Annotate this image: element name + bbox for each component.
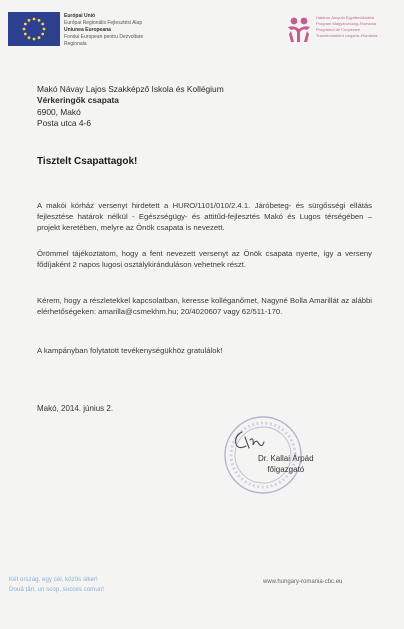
eu-line-2: Európai Regionális Fejlesztési Alap (64, 20, 143, 26)
eu-flag-logo (8, 12, 60, 46)
eu-line-1: Európai Unió (64, 13, 96, 19)
body-paragraph-2: Örömmel tájékoztatom, hogy a fent nevezett versenyt az Önök csapata nyerte, így a verseny fődíjaként 2 napos lugosi osztálykiránduláson vehetnek részt. (37, 249, 372, 269)
eu-logo-text (64, 13, 154, 48)
signer-block (258, 453, 314, 475)
body-paragraph-1: A makói kórház versenyt hirdetett a HURO/1101/010/2.4.1. Járóbeteg- és sürgősségi ellátás fejlesztése határok nélkül - Egészségügy- és attitűd-fejlesztés Makó és Lugos térségében – projekt keretében, melyre az Önök csapata is nevezett. (37, 201, 372, 232)
eu-stars-icon (8, 12, 60, 46)
huro-line-4: Transfrontalieră Ungaria–România (316, 33, 378, 38)
footer-slogan-ro: Două țări, un scop, succes comun! (9, 586, 104, 593)
letter-date: Makó, 2014. június 2. (37, 404, 114, 413)
address-line-1: Makó Návay Lajos Szakképző Iskola és Kollégium (37, 84, 224, 94)
huro-line-3: Programul de Cooperare (316, 27, 361, 32)
address-line-4: Posta utca 4-6 (37, 117, 92, 128)
signer-name: Dr. Kallai Árpád (258, 454, 314, 463)
greeting: Tisztelt Csapattagok! (37, 156, 138, 167)
signer-title: főigazgató (267, 465, 305, 474)
body-paragraph-3: Kérem, hogy a részletekkel kapcsolatban, keresse kolléganőmet, Nagyné Bolla Amarillát az alábbi elérhetőségeken: amarilla@csmekhm.hu; 20/4020607 vagy 62/511-170. (37, 296, 372, 316)
footer-slogans (9, 575, 104, 595)
huro-logo-text (316, 15, 398, 39)
handwritten-signature (232, 428, 266, 454)
body-paragraph-4: A kampányban folytatott tevékenységükhöz gratulálok! (37, 346, 223, 355)
eu-line-3: Uniunea Europeana (64, 27, 111, 33)
huro-line-2: Program Magyarország–Románia (316, 21, 377, 26)
address-line-3: 6900, Makó (37, 106, 81, 117)
footer-slogan-hu: Két ország, egy cél, közös siker! (9, 576, 98, 583)
footer-website: www.hungary-romania-cbc.eu (263, 579, 343, 585)
recipient-address (37, 84, 224, 129)
address-line-2: Vérkeringők csapata (37, 95, 119, 106)
eu-line-4: Fondul European pentru Dezvoltare Regionala (64, 34, 144, 47)
huro-line-1: Határon Átnyúló Együttműködési (316, 15, 375, 20)
huro-program-logo (283, 14, 315, 46)
